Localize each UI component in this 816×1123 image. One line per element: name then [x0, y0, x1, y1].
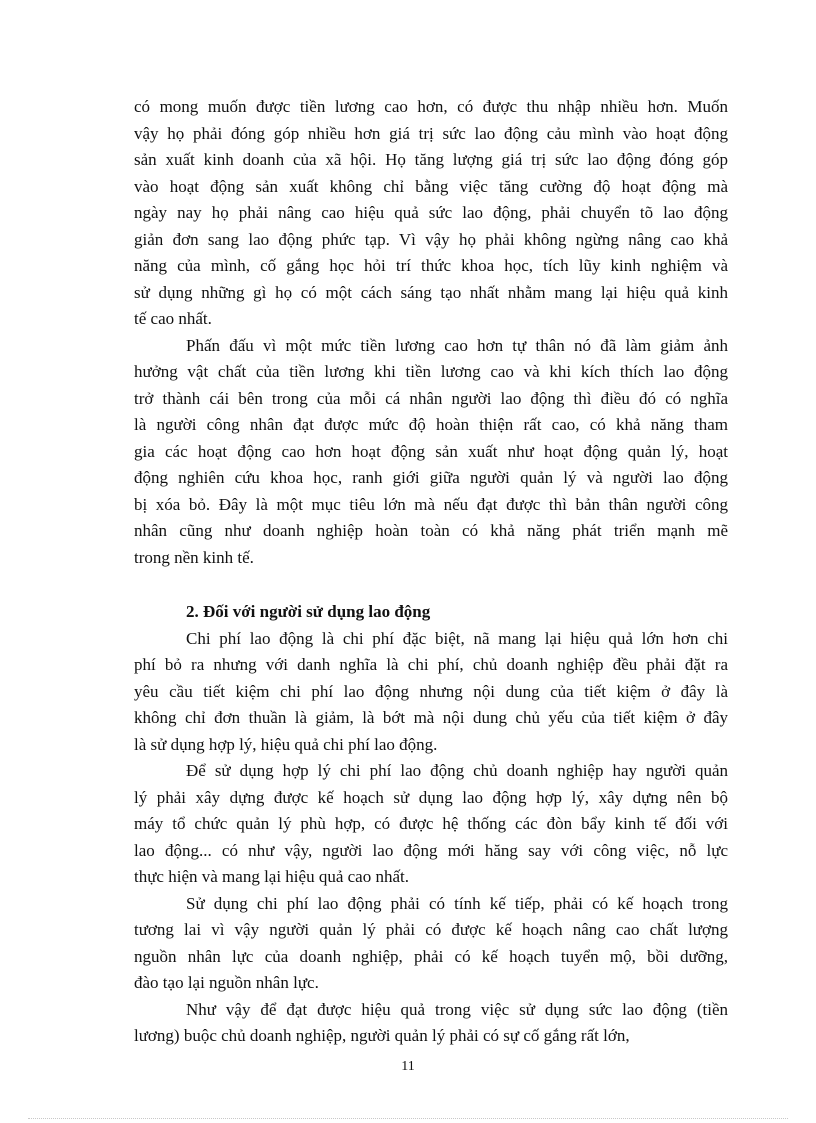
text-line: hưởng vật chất của tiền lương khi tiền lương cao và khi kích thích lao động	[134, 362, 728, 381]
text-line: là người công nhân đạt được mức độ hoàn thiện rất cao, có khả năng tham	[134, 415, 728, 434]
page-number: 11	[401, 1059, 415, 1074]
text-line: giản đơn sang lao động phức tạp. Vì vậy họ phải không ngừng nâng cao khả	[134, 229, 728, 249]
text-line: trong nền kinh tế.	[134, 547, 254, 567]
text-line: ngày nay họ phải nâng cao hiệu quả sức lao động, phải chuyển tõ lao động	[134, 203, 728, 222]
text-line: động nghiên cứu khoa học, ranh giới giữa người quản lý và người lao động	[134, 468, 728, 487]
text-line: đào tạo lại nguồn nhân lực.	[134, 973, 319, 992]
section-gap	[134, 571, 728, 599]
text-line: tế cao nhất.	[134, 309, 212, 328]
paragraph	[134, 891, 728, 997]
paragraph	[134, 758, 728, 891]
text-line: bị xóa bỏ. Đây là một mục tiêu lớn mà nếu đạt được thì bản thân người công	[134, 494, 728, 514]
text-line: nguồn nhân lực của doanh nghiệp, phải có kế hoạch tuyển mộ, bồi dưỡng,	[134, 946, 728, 966]
text-line: lao động... có như vậy, người lao động mới hăng say với công việc, nỗ lực	[134, 840, 728, 860]
paragraph	[134, 333, 728, 572]
text-line: có mong muốn được tiền lương cao hơn, có được thu nhập nhiều hơn. Muốn	[134, 97, 728, 116]
text-line: năng của mình, cố gắng học hỏi trí thức khoa học, tích lũy kinh nghiệm và	[134, 256, 728, 275]
text-line: nhân cũng như doanh nghiệp hoàn toàn có khả năng phát triển mạnh mẽ	[134, 521, 728, 540]
text-line: Sử dụng chi phí lao động phải có tính kế tiếp, phải có kế hoạch trong	[186, 893, 728, 913]
paragraph	[134, 997, 728, 1050]
text-line: sử dụng những gì họ có một cách sáng tạo nhất nhằm mang lại hiệu quả kinh	[134, 282, 728, 302]
text-line: gia các hoạt động cao hơn hoạt động sản xuất như hoạt động quản lý, hoạt	[134, 441, 728, 461]
text-line: lý phải xây dựng được kế hoạch sử dụng lao động hợp lý, xây dựng nên bộ	[134, 787, 728, 807]
page-bottom-divider	[28, 1118, 788, 1119]
text-line: là sử dụng hợp lý, hiệu quả chi phí lao động.	[134, 734, 438, 754]
section-heading: 2. Đối với người sử dụng lao động	[186, 602, 431, 621]
text-line: yêu cầu tiết kiệm chi phí lao động nhưng nội dung của tiết kiệm ở đây là	[134, 681, 728, 701]
paragraph	[134, 626, 728, 759]
text-line: sản xuất kinh doanh của xã hội. Họ tăng lượng giá trị sức lao động đóng góp	[134, 150, 728, 169]
text-line: vào hoạt động sản xuất không chỉ bằng việc tăng cường độ hoạt động mà	[134, 176, 728, 196]
paragraph	[134, 94, 728, 333]
text-line: phí bỏ ra nhưng với danh nghĩa là chi phí, chủ doanh nghiệp đều phải đặt ra	[134, 655, 728, 674]
text-line: Phấn đấu vì một mức tiền lương cao hơn tự thân nó đã làm giảm ảnh	[186, 335, 728, 355]
text-line: thực hiện và mang lại hiệu quả cao nhất.	[134, 867, 409, 886]
text-line: vậy họ phải đóng góp nhiều hơn giá trị sức lao động cảu mình vào hoạt động	[134, 123, 728, 143]
text-line: trở thành cái bên trong của mỗi cá nhân người lao động thì điều đó có nghĩa	[134, 388, 728, 408]
text-line: máy tổ chức quản lý phù hợp, có được hệ thống các đòn bẩy kinh tế đối với	[134, 814, 728, 833]
text-line: không chỉ đơn thuần là giảm, là bớt mà nội dung chủ yếu của tiết kiệm ở đây	[134, 708, 728, 727]
text-line: lương) buộc chủ doanh nghiệp, người quản lý phải có sự cố gắng rất lớn,	[134, 1026, 630, 1045]
text-line: tương lai vì vậy người quản lý phải có được kế hoạch nâng cao chất lượng	[134, 920, 728, 939]
text-line: Chi phí lao động là chi phí đặc biệt, nã mang lại hiệu quả lớn hơn chi	[186, 628, 728, 648]
text-line: Để sử dụng hợp lý chi phí lao động chủ doanh nghiệp hay người quản	[186, 761, 728, 780]
text-line: Như vậy để đạt được hiệu quả trong việc sử dụng sức lao động (tiền	[186, 999, 728, 1019]
body-text	[134, 94, 728, 1050]
